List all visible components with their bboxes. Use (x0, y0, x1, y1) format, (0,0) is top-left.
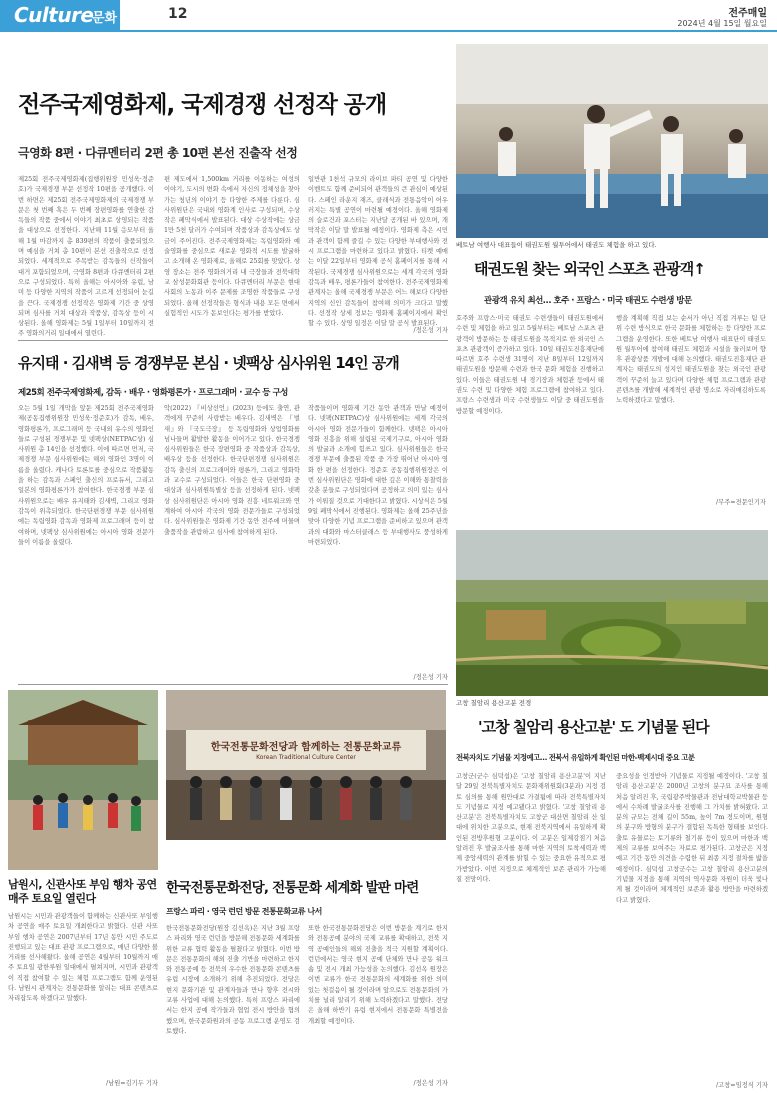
article1-col1: 제25회 전주국제영화제(집행위원장 민성욱·정준호)가 국제경쟁 부문 선정작 10편을 공개했다. 이번 하면은 제25회 전주국제영화제의 국제경쟁 부문은 첫 번째 혹은 두 번째 장편영화를 연출한 감독들의 작품 중에서 이야기 최초로 상영되는 작품을 대상으로 선정한다. 지난해 11월 응모부터 올해 1월 마감까지 총 839편의 작품이 출품되었으며 예심을 거쳐 총 10편이 본선 진출작으로 선정되었다. 세계적으로 주목받는 감독들의 신작들이 대거 포함되었으며, 극영화 8편과 다큐멘터리 2편으로 구성되었다. 특히 올해는 아시아와 유럽, 남미 등 다양한 지역의 작품이 고르게 선정되어 눈길을 끈다. 국제경쟁 선정작은 영화제 기간 중 상영되며 심사를 거쳐 대상과 작품상, 감독상 등이 시상된다. 올해 영화제는 5월 1일부터 10일까지 전주 영화의거리 일대에서 열린다. (18, 176, 154, 338)
article1-subhead: 극영화 8편 · 다큐멘터리 2편 총 10편 본선 진출작 선정 (18, 146, 298, 160)
section-title-ko: 문화 (92, 11, 118, 26)
banner-subtitle: Korean Traditional Culture Center (256, 754, 356, 761)
article6-byline: /정은성 기자 (413, 1080, 448, 1087)
article3-col2: 행을 계획해 직접 보는 순서가 아닌 직접 겨루는 팀 단위 수련 방식으로 한국 문화를 체험하는 등 다양한 프로그램을 운영한다. 또한 베트남 여행사 대표단이 태권도원 월투어에 참여해 태권도 체험과 시설을 둘러보며 향후 관광상품 개발에 대해 논의했다. 태권도진흥재단 관계자는 태권도의 성지인 태권도원을 찾는 외국인 관광객이 꾸준히 늘고 있다며 다양한 체험 프로그램과 관광 콘텐츠를 개발해 세계적인 관광 명소로 자리매김하도록 노력하겠다고 말했다. (616, 315, 766, 405)
divider (18, 684, 448, 685)
divider (18, 340, 448, 341)
issue-date: 2024년 4월 15일 월요일 (677, 19, 767, 28)
article5-byline: /남원=김기두 기자 (106, 1080, 158, 1087)
article3-subhead: 관광객 유치 최선… 호주 · 프랑스 · 미국 태권도 수련생 방문 (484, 296, 692, 306)
culture-center-photo (166, 690, 446, 840)
article3-photo-caption: 베트남 여행사 대표들이 태권도원 월투어에서 태권도 체험을 하고 있다. (456, 241, 657, 249)
article1-byline: /정은성 기자 (413, 327, 448, 334)
article3-byline: /무주=전문인기자 (716, 499, 766, 506)
article1-col3: 일반관 1천석 규모의 라이브 파티 공연 및 다양한 이벤트도 함께 준비되어 관객들의 큰 관심이 예상된다. 스페인 라운지 재즈, 클래식과 전통음악이 어우러지는 특별 공연이 마련될 예정이다. 올해 영화제의 슬로건과 포스터는 지난달 공개된 바 있으며, 개막작은 이달 말 발표될 예정이다. 영화제 측은 시민과 관객이 함께 즐길 수 있는 다양한 부대행사와 전시 프로그램을 마련하고 있다고 밝혔다. 티켓 예매는 이달 22일부터 영화제 공식 홈페이지를 통해 시작된다. 국제경쟁 심사위원으로는 세계 각국의 영화감독과 배우, 평론가들이 참여한다. 전주국제영화제 관계자는 올해 국제경쟁 부문은 어느 해보다 다양한 지역의 신인 감독들이 참여해 의미가 크다고 말했다. 선정작 상세 정보는 영화제 홈페이지에서 확인할 수 있다. 상영 일정은 이달 말 공식 발표된다. (308, 176, 448, 328)
article2-col2: 악(2022) 『비상선언』(2023) 등에도 출연, 관객에게 꾸준히 사랑받는 배우다. 김새벽은 『벌새』와 『국도극장』 등 독립영화와 상업영화를 넘나들며 활발한 활동을 이어가고 있다. 한국경쟁 심사위원들은 한국 장편영화 중 작품상과 감독상, 배우상 등을 선정한다. 한국단편경쟁 심사위원은 감독 출신의 프로그래머와 평론가, 그리고 영화학과 교수로 구성되었다. 이들은 한국 단편영화 중 대상과 심사위원특별상 등을 선정하게 된다. 넷팩상 심사위원단은 아시아 영화 진흥 네트워크와 연계하여 아시아 각국의 영화 전문가들로 구성되었다. 심사위원들은 영화제 기간 동안 전주에 머물며 출품작을 관람하고 심사에 참여하게 된다. (164, 405, 300, 536)
article4-headline: '고창 칠암리 용산고분' 도 기념물 된다 (478, 718, 709, 736)
article6-headline: 한국전통문화전당, 전통문화 세계화 발판 마련 (166, 880, 419, 896)
masthead-rule (0, 30, 777, 32)
paper-name: 전주매일 (728, 8, 767, 19)
gochang-mound-photo (456, 530, 768, 696)
article4-col1: 고창군(군수 심덕섭)은 '고창 칠암리 용산고분'이 지난달 29일 전북특별자치도 문화재위원회(3분과) 지정 검토 심의를 통해 원안대로 가결됨에 따라 전북특별자치도 기념물로 지정 예고됐다고 밝혔다. '고창 칠암리 용산고분'은 전북특별자치도 고창군 대산면 칠암리 산 일대에 위치한 고분으로, 현재 전북지역에서 유일하게 확인된 전방후원형 고분이다. 이 고분은 일제강점기 처음 알려진 후 발굴조사를 통해 마한 지역의 토착세력과 백제 중앙세력의 관계를 밝힐 수 있는 중요한 유적으로 평가받았다. 이번 지정으로 체계적인 보존 관리가 가능해질 전망이다. (456, 773, 606, 883)
section-title-en: Culture (14, 3, 94, 27)
article2-col1: 오는 5월 1일 개막을 앞둔 제25회 전주국제영화제(공동집행위원장 민성욱·정준호)가 감독, 배우, 영화평론가, 프로그래머 등 국내외 유수의 영화인들로 구성된 경쟁부문 및 넷팩상(NETPAC상) 심사위원 총 14인을 선정했다. 이에 따르면 먼저, 국제경쟁 부문 심사위원에는 해외 영화인 3명이 이름을 올렸다. 캐나다 토론토를 중심으로 작품활동을 하는 감독과 스페인 출신의 프로듀서, 그리고 일본의 영화평론가가 참여한다. 한국경쟁 부문 심사위원으로는 배우 유지태와 김새벽, 그리고 영화감독이 위촉되었다. 한국단편경쟁 부문 심사위원에는 독립영화 감독과 영화제 프로그래머 등이 참여하며, 넷팩상 심사위원에는 아시아 영화 전문가들이 이름을 올렸다. (18, 405, 154, 546)
article2-col3: 작품들이며 영화제 기간 동안 관객과 만날 예정이다. 넷팩(NETPAC)상 심사위원에는 세계 각국의 아시아 영화 전문가들이 함께한다. 넷팩은 아시아 영화 진흥을 위해 설립된 국제기구로, 아시아 영화의 발굴과 소개에 힘쓰고 있다. 심사위원들은 한국경쟁 부문에 출품된 작품 중 가장 뛰어난 아시아 영화 한 편을 선정한다. 정준호 공동집행위원장은 이번 심사위원단은 영화에 대한 깊은 이해와 통찰력을 갖춘 분들로 구성되었다며 공정하고 의미 있는 심사가 이뤄질 것으로 기대한다고 밝혔다. 시상식은 5월 9일 폐막식에서 진행된다. 영화제는 올해 25주년을 맞아 다양한 기념 프로그램을 준비하고 있으며 관객과의 대화와 마스터클래스 등 부대행사도 풍성하게 마련되었다. (308, 405, 448, 546)
banner-title: 한국전통문화전당과 함께하는 전통문화교류 (210, 742, 402, 753)
page-number: 12 (168, 6, 188, 22)
article5-headline: 남원시, 신관사또 부임 행차 공연 매주 토요일 열린다 (8, 878, 157, 905)
article6-subhead: 프랑스 파리 · 영국 런던 방문 전통문화교류 나서 (166, 907, 322, 916)
article6-col2: 또한 한국전통문화전당은 이번 방문을 계기로 한지와 전통공예 분야의 국제 교류를 확대하고, 전북 지역 공예인들의 해외 진출을 적극 지원할 계획이다. 런던에서는 영국 현지 공예 단체와 만나 공동 워크숍 및 전시 개최 가능성을 논의했다. 김선옥 원장은 이번 교류가 한국 전통문화의 세계화를 위한 의미 있는 첫걸음이 될 것이라며 앞으로도 전통문화의 가치를 널리 알리기 위해 노력하겠다고 말했다. 전당은 올해 하반기 유럽 현지에서 전통문화 특별전을 개최할 예정이다. (308, 925, 448, 1025)
article4-byline: /고창=임정식 기자 (716, 1082, 768, 1089)
taekwondo-photo (456, 44, 768, 238)
article2-subhead: 제25회 전주국제영화제, 감독 · 배우 · 영화평론가 · 프로그래머 · 교수 등 구성 (18, 388, 288, 398)
article3-headline: 태권도원 찾는 외국인 스포츠 관광객↑ (474, 260, 705, 278)
article1-col2: 편 제도에서 1,500km 거리를 이동하는 여성의 이야기, 도시의 변화 속에서 자신의 정체성을 찾아가는 청년의 이야기 등 다양한 주제를 다룬다. 심사위원단은 국내외 영화계 인사로 구성되며, 수상작은 폐막식에서 발표된다. 대상 수상작에는 상금 1만 5천 달러가 수여되며 작품상과 감독상에도 상금이 주어진다. 전주국제영화제는 독립영화와 예술영화를 중심으로 새로운 영화적 시도를 발굴하고 소개해 온 영화제로, 올해로 25회를 맞았다. 상영 장소는 전주 영화의거리 내 극장들과 전북대학교 삼성문화회관 등이다. 다큐멘터리 부문은 현대사회의 노동과 이주 문제를 조명한 작품들로 구성되었다. 올해 선정작들은 형식과 내용 모든 면에서 실험적인 시도가 돋보인다는 평가를 받았다. (164, 176, 300, 317)
article3-col1: 호주와 프랑스·미국 태권도 수련생들이 태권도원에서 수련 및 체험을 하고 있고 5월부터는 베트남 스포츠 관광객이 방문하는 등 태권도원을 목적지로 한 외국인 스포츠 관광객이 증가하고 있다. 10일 태권도진흥재단에 따르면 호주 수련생 31명이 지난 8일부터 12일까지 태권도원을 방문해 수련과 한국 문화 체험을 진행하고 있다. 이들은 태권도원 내 경기장과 체험관 등에서 태권도 수련 및 다양한 체험 프로그램에 참여하고 있다. 프랑스 수련생과 미국 수련생들도 이달 중 태권도원을 방문할 예정이다. (456, 315, 604, 415)
article2-headline: 유지태 · 김새벽 등 경쟁부문 본심 · 넷팩상 심사위원 14인 공개 (18, 354, 399, 372)
namwon-parade-photo (8, 690, 158, 870)
article4-subhead: 전북자치도 기념물 지정예고… 전북서 유일하게 확인된 마한-백제시대 중요 고분 (456, 753, 695, 762)
article2-byline: /정은성 기자 (413, 674, 448, 681)
article1-headline: 전주국제영화제, 국제경쟁 선정작 공개 (18, 92, 387, 118)
article4-col2: 중요성을 인정받아 기념물로 지정될 예정이다. '고창 칠암리 용산고분'은 2000년 고창의 분구묘 조사를 통해 처음 알려진 후, 국립광주박물관과 전남대학교박물관 등에서 수차례 발굴조사를 진행해 그 가치를 밝혀왔다. 고분의 규모는 전체 길이 55m, 높이 7m 정도이며, 원형의 분구와 방형의 분구가 결합된 독특한 형태를 보인다. 출토 유물로는 토기류와 철기류 등이 있으며 마한과 백제의 교류를 보여주는 자료로 평가된다. 고창군은 지정 예고 기간 동안 의견을 수렴한 뒤 최종 지정 절차를 밟을 예정이다. 심덕섭 고창군수는 고창 칠암리 용산고분의 기념물 지정을 통해 지역의 역사문화 자원이 더욱 빛나게 될 것이라며 체계적인 보존과 활용 방안을 마련하겠다고 밝혔다. (616, 773, 768, 904)
article5-col1: 남원시는 시민과 관광객들이 함께하는 신관사또 부임행차 공연을 매주 토요일 개최한다고 밝혔다. 신관 사또 부임 행차 공연은 2007년부터 17년 동안 시민 주도로 진행되고 있는 대표 관광 프로그램으로, 매년 다양한 볼거리를 선사해왔다. 올해 공연은 4월부터 10월까지 매주 토요일 광한루원 일대에서 펼쳐지며, 시민과 관광객이 직접 참여할 수 있는 체험 프로그램도 함께 운영된다. 남원시 관계자는 전통문화를 알리는 대표 콘텐츠로 자리잡도록 하겠다고 말했다. (8, 913, 158, 1003)
article6-col1: 한국전통문화전당(원장 김선옥)은 지난 3월 프랑스 파리와 영국 런던을 방문해 전통문화 세계화를 위한 교류 협력 활동을 펼쳤다고 밝혔다. 이번 방문은 전통문화의 해외 진출 기반을 마련하고 한지와 전통공예 등 전북의 우수한 전통문화 콘텐츠를 유럽 시장에 소개하기 위해 추진되었다. 전당은 현지 문화기관 및 관계자들과 만나 향후 전시와 교류 사업에 대해 논의했다. 특히 프랑스 파리에서는 한지 공예 작가들과 협업 전시 방안을 협의했으며, 한국문화원과의 공동 프로그램 운영도 검토했다. (166, 925, 300, 1035)
article4-photo-caption: 고창 칠암리 용산고분 전경 (456, 699, 532, 707)
